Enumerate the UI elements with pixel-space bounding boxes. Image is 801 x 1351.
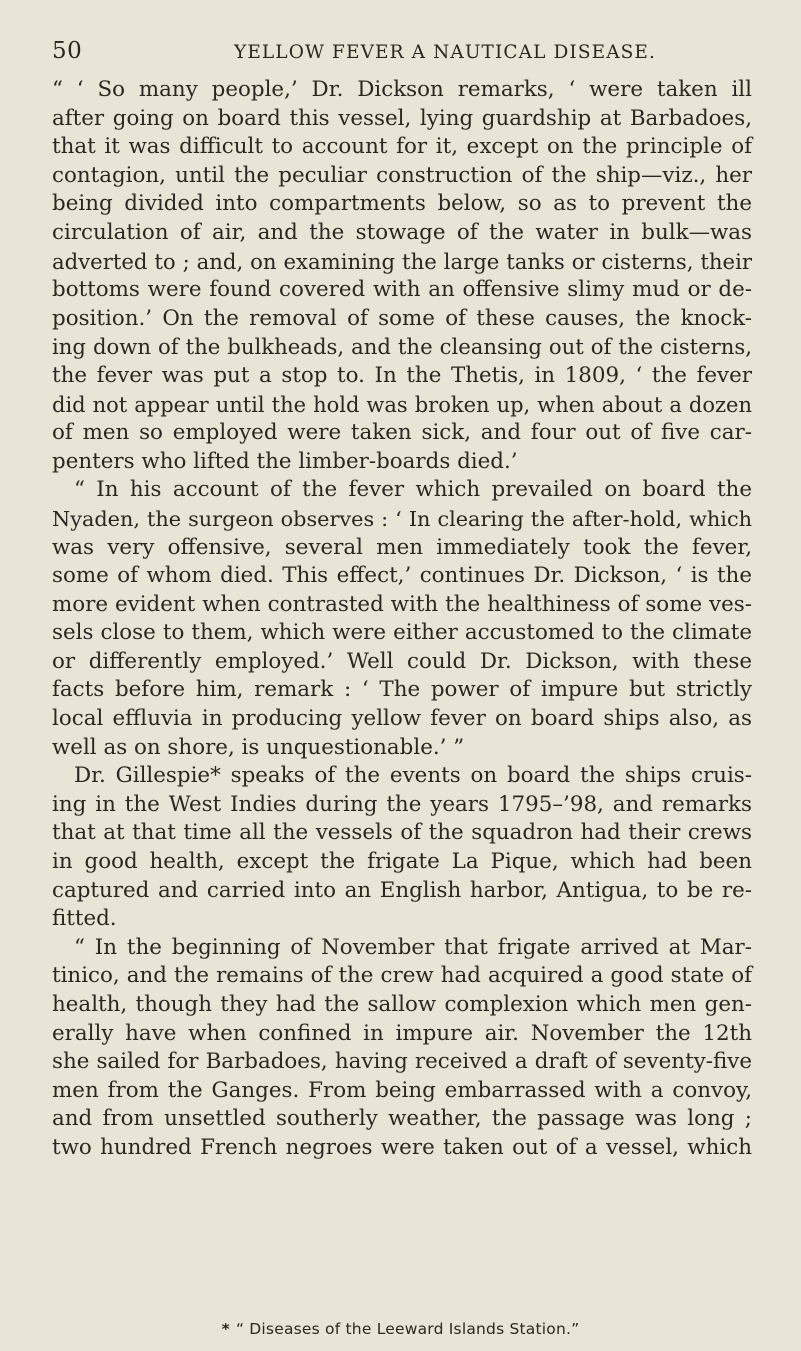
text-line: the fever was put a stop to. In the Thetis, in 1809, ‘ the fever xyxy=(52,362,752,388)
text-line: circulation of air, and the stowage of the water in bulk—was xyxy=(52,219,752,245)
text-line: captured and carried into an English harbor, Antigua, to be re- xyxy=(52,877,752,903)
text-line: tinico, and the remains of the crew had acquired a good state of xyxy=(52,963,752,989)
text-line: or differently employed.’ Well could Dr. Dickson, with these xyxy=(52,648,752,674)
text-line: Nyaden, the surgeon observes : ‘ In clearing the after-hold, which xyxy=(52,506,752,531)
text-line: that it was difficult to account for it, except on the principle of xyxy=(52,134,752,160)
text-line: bottoms were found covered with an offensive slimy mud or de- xyxy=(52,277,752,303)
text-line: health, though they had the sallow complexion which men gen- xyxy=(52,992,752,1017)
text-line: “ In the beginning of November that frigate arrived at Mar- xyxy=(74,934,752,960)
text-line: erally have when confined in impure air. November the 12th xyxy=(52,1020,752,1046)
text-line: in good health, except the frigate La Pique, which had been xyxy=(52,849,752,875)
text-line: contagion, until the peculiar construction of the ship—viz., her xyxy=(52,162,752,188)
text-line: ing in the West Indies during the years 1795–’98, and remarks xyxy=(52,791,752,817)
footnote-text: “ Diseases of the Leeward Islands Station.” xyxy=(235,1320,580,1338)
text-line: “ ‘ So many people,’ Dr. Dickson remarks, ‘ were taken ill xyxy=(52,77,752,102)
text-line: did not appear until the hold was broken up, when about a dozen xyxy=(52,392,752,417)
text-line: was very offensive, several men immediately took the fever, xyxy=(52,534,752,560)
page-header xyxy=(52,38,752,68)
text-line: penters who lifted the limber-boards died.’ xyxy=(52,448,518,474)
text-line: fitted. xyxy=(52,906,117,932)
running-head: YELLOW FEVER A NAUTICAL DISEASE. xyxy=(234,42,657,63)
body-text xyxy=(52,76,752,1163)
text-line: being divided into compartments below, so as to prevent the xyxy=(52,191,752,217)
footnote-mark: * xyxy=(221,1320,230,1338)
text-line: well as on shore, is unquestionable.’ ” xyxy=(52,734,465,760)
text-line: Dr. Gillespie* speaks of the events on board the ships cruis- xyxy=(74,763,752,789)
text-line: sels close to them, which were either accustomed to the climate xyxy=(52,620,752,646)
footnote xyxy=(0,1320,801,1338)
text-line: position.’ On the removal of some of these causes, the knock- xyxy=(52,305,752,331)
text-line: adverted to ; and, on examining the large tanks or cisterns, their xyxy=(52,248,752,274)
text-line: she sailed for Barbadoes, having received a draft of seventy-five xyxy=(52,1049,752,1075)
text-line: after going on board this vessel, lying guardship at Barbadoes, xyxy=(52,105,752,131)
page-number: 50 xyxy=(52,38,83,64)
text-line: some of whom died. This effect,’ continues Dr. Dickson, ‘ is the xyxy=(52,563,752,589)
text-line: local effluvia in producing yellow fever on board ships also, as xyxy=(52,706,752,732)
text-line: and from unsettled southerly weather, the passage was long ; xyxy=(52,1106,752,1132)
text-line: facts before him, remark : ‘ The power of impure but strictly xyxy=(52,677,752,703)
text-line: ing down of the bulkheads, and the cleansing out of the cisterns, xyxy=(52,334,752,360)
text-line: of men so employed were taken sick, and four out of five car- xyxy=(52,420,752,446)
text-line: that at that time all the vessels of the squadron had their crews xyxy=(52,820,752,846)
text-line: “ In his account of the fever which prevailed on board the xyxy=(74,477,752,503)
text-line: men from the Ganges. From being embarrassed with a convoy, xyxy=(52,1077,752,1103)
text-line: more evident when contrasted with the healthiness of some ves- xyxy=(52,591,752,617)
text-line: two hundred French negroes were taken out of a vessel, which xyxy=(52,1134,752,1160)
